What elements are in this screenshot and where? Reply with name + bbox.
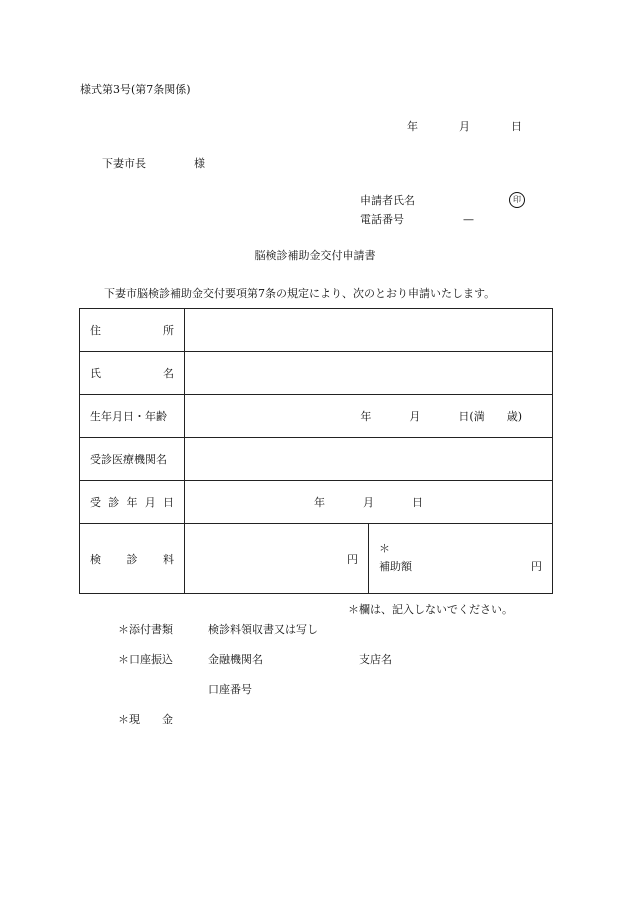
exam-month: 月 <box>363 496 374 509</box>
attachments-value: 検診料領収書又は写し <box>208 623 318 636</box>
birth-field[interactable] <box>185 395 553 438</box>
address-char-2: 所 <box>163 324 174 337</box>
subsidy-star: ＊ <box>379 542 390 555</box>
birth-day: 日(満 <box>458 410 485 423</box>
phone-separator: — <box>463 213 474 226</box>
exam-date-char-2: 診 <box>108 496 120 509</box>
month-label: 月 <box>459 120 470 133</box>
account-number-label: 口座番号 <box>208 683 252 696</box>
institution-field[interactable] <box>185 438 553 481</box>
exam-day: 日 <box>412 496 423 509</box>
form-number: 様式第3号(第7条関係) <box>80 83 191 96</box>
fee-char-1: 検 <box>90 552 101 566</box>
institution-label: 受診医療機関名 <box>80 438 185 481</box>
exam-date-field[interactable] <box>185 481 553 524</box>
address-label <box>80 309 185 352</box>
name-label <box>80 352 185 395</box>
attachments-label: ＊添付書類 <box>118 623 173 636</box>
application-table <box>79 308 553 594</box>
name-field[interactable] <box>185 352 553 395</box>
bank-name-label: 金融機関名 <box>208 653 263 666</box>
addressee <box>102 158 205 169</box>
birth-day-age <box>458 408 522 424</box>
subsidy-label: 補助額 <box>379 560 412 573</box>
age-unit: 歳) <box>506 410 522 423</box>
office-use-note: ＊欄は、記入しないでください。 <box>348 603 513 616</box>
birth-month: 月 <box>409 410 421 423</box>
exam-date-char-5: 日 <box>163 496 174 509</box>
exam-date-row <box>80 481 553 524</box>
name-char-1: 氏 <box>90 367 101 380</box>
fee-char-3: 料 <box>163 552 174 566</box>
exam-date-char-3: 年 <box>126 496 138 509</box>
address-char-1: 住 <box>90 324 101 337</box>
phone-label: 電話番号 <box>360 213 404 226</box>
exam-year: 年 <box>314 496 325 509</box>
birth-row <box>80 395 553 438</box>
subsidy-cell <box>369 524 553 594</box>
branch-name-label: 支店名 <box>359 653 392 666</box>
seal-mark: 印 <box>509 192 525 208</box>
addressee-name: 下妻市長 <box>102 157 146 170</box>
transfer-label: ＊口座振込 <box>118 653 173 666</box>
day-label: 日 <box>511 120 522 133</box>
institution-row <box>80 438 553 481</box>
date-line <box>407 121 522 132</box>
fee-char-2: 診 <box>126 552 138 566</box>
exam-date-label <box>80 481 185 524</box>
exam-fee-yen: 円 <box>347 552 358 566</box>
name-row <box>80 352 553 395</box>
intro-text: 下妻市脳検診補助金交付要項第7条の規定により、次のとおり申請いたします。 <box>104 287 496 300</box>
subsidy-yen: 円 <box>531 560 542 573</box>
name-char-2: 名 <box>163 367 174 380</box>
exam-date-char-1: 受 <box>90 496 101 509</box>
cash-label: ＊現 金 <box>118 713 173 726</box>
document-title: 脳検診補助金交付申請書 <box>254 249 376 262</box>
exam-fee-field[interactable] <box>185 524 369 594</box>
honorific: 様 <box>194 157 205 170</box>
birth-label: 生年月日・年齢 <box>80 395 185 438</box>
applicant-name-label: 申請者氏名 <box>360 194 415 207</box>
address-field[interactable] <box>185 309 553 352</box>
address-row <box>80 309 553 352</box>
exam-date-char-4: 月 <box>144 496 156 509</box>
birth-year: 年 <box>360 410 372 423</box>
exam-fee-label <box>80 524 185 594</box>
fee-row <box>80 524 553 594</box>
year-label: 年 <box>407 120 418 133</box>
